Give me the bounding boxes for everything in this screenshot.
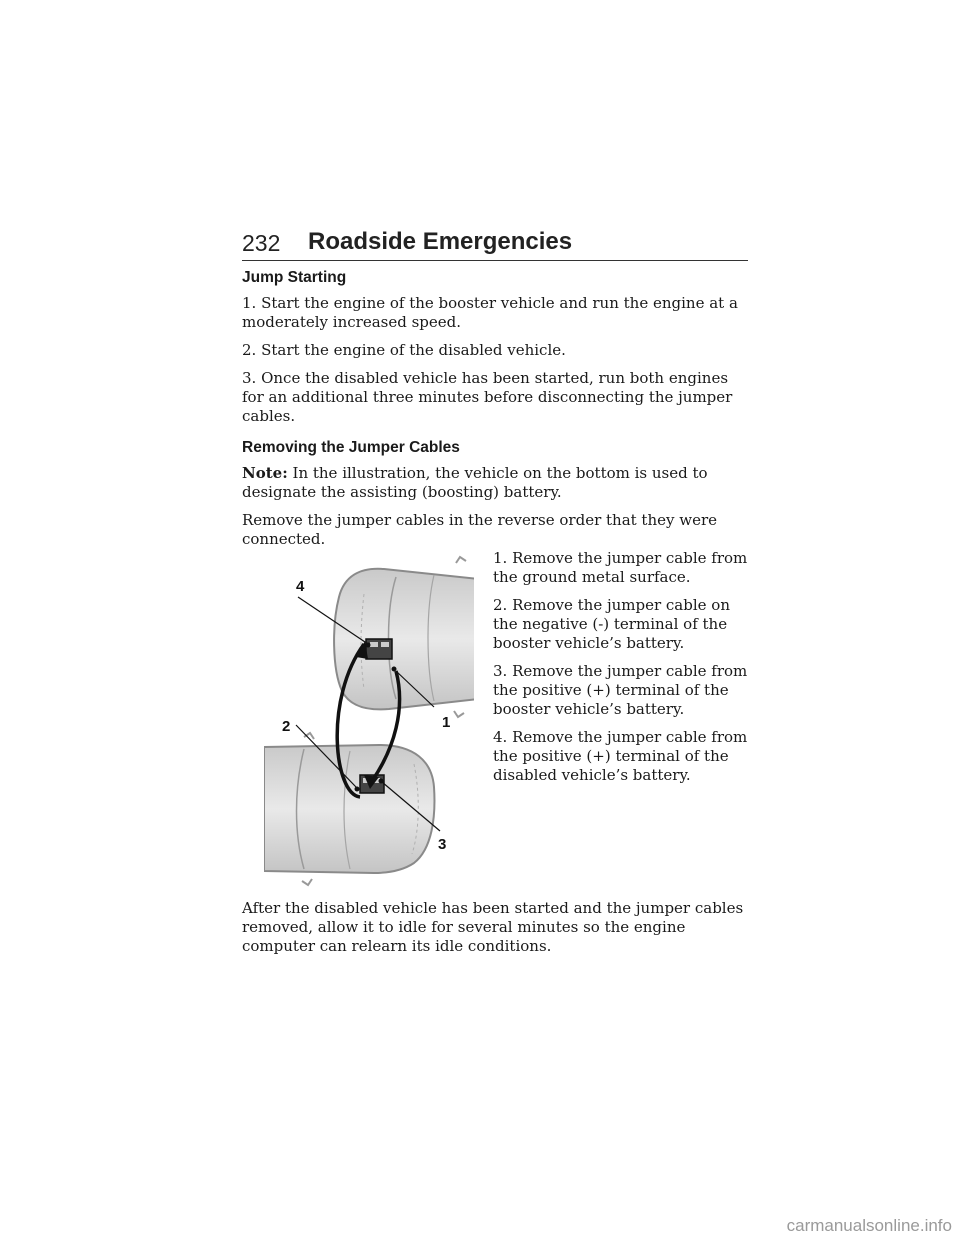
note-label: Note: <box>242 464 288 482</box>
watermark: carmanualsonline.info <box>786 1216 952 1235</box>
remove-step-2: 2. Remove the jumper cable on the negative (-) terminal of the booster vehicle’s battery. <box>493 596 730 652</box>
removing-intro: Remove the jumper cables in the reverse order that they were connected. <box>242 511 718 548</box>
remove-step-4: 4. Remove the jumper cable from the positive (+) terminal of the disabled vehicle’s battery. <box>493 728 748 784</box>
page-header <box>242 228 748 261</box>
callout-4: 4 <box>296 578 305 595</box>
disabled-battery <box>366 639 392 659</box>
page-content <box>242 268 748 965</box>
jump-step-3: 3. Once the disabled vehicle has been started, run both engines for an additional three minutes before disconnecting the jumper cables. <box>242 369 733 425</box>
callout-2: 2 <box>282 718 291 735</box>
disabled-vehicle <box>334 557 474 717</box>
section-title: Roadside Emergencies <box>308 228 573 255</box>
figure-row <box>242 549 748 887</box>
remove-step-3: 3. Remove the jumper cable from the positive (+) terminal of the booster vehicle’s battery. <box>493 662 748 718</box>
jump-step-1: 1. Start the engine of the booster vehicle and run the engine at a moderately increased speed. <box>242 294 738 331</box>
removal-steps <box>493 549 751 794</box>
note-text: In the illustration, the vehicle on the bottom is used to designate the assisting (boosting) battery. <box>242 464 708 501</box>
page-number: 232 <box>242 230 281 256</box>
jump-starting-heading: Jump Starting <box>242 269 347 286</box>
callout-1: 1 <box>442 714 451 731</box>
jump-step-2: 2. Start the engine of the disabled vehicle. <box>242 341 566 359</box>
note-paragraph <box>242 464 748 502</box>
jumper-cable-illustration <box>264 549 474 887</box>
removing-heading: Removing the Jumper Cables <box>242 439 460 456</box>
after-paragraph: After the disabled vehicle has been started and the jumper cables removed, allow it to idle for several minutes so the engine computer can relearn its idle conditions. <box>242 899 744 955</box>
remove-step-1: 1. Remove the jumper cable from the ground metal surface. <box>493 549 748 586</box>
booster-vehicle <box>264 733 434 885</box>
callout-3: 3 <box>438 836 447 853</box>
